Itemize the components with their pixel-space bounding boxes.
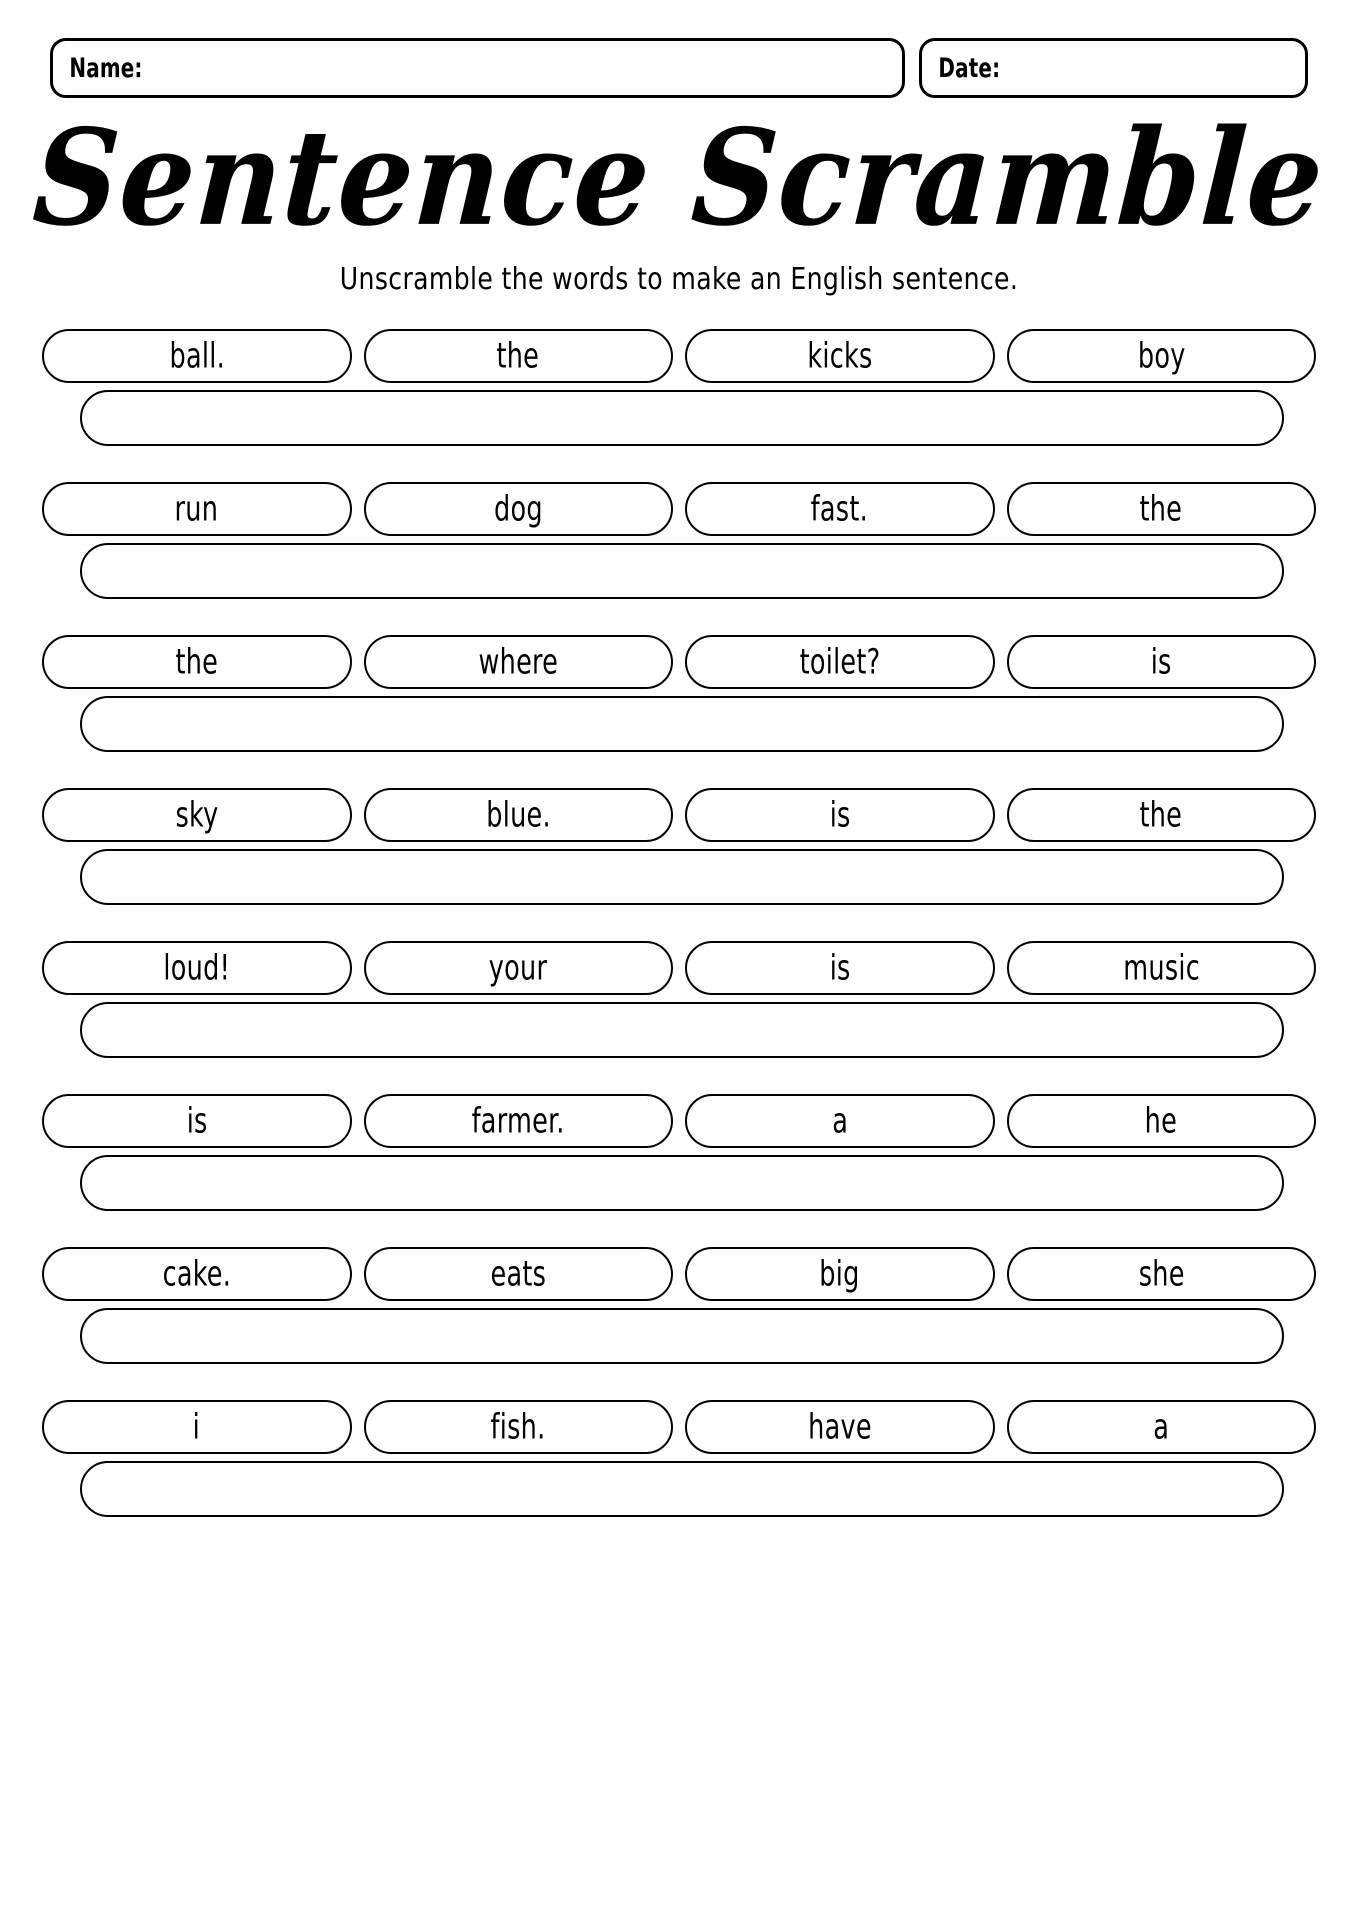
question-block [42, 635, 1316, 752]
word-pill[interactable] [42, 329, 352, 383]
word-pill[interactable] [364, 1247, 674, 1301]
word-label: a [1153, 1406, 1170, 1448]
answer-input[interactable] [80, 1461, 1284, 1517]
word-pill[interactable] [42, 635, 352, 689]
answer-row [42, 849, 1316, 905]
word-bank-row [42, 329, 1316, 383]
answer-input[interactable] [80, 1155, 1284, 1211]
date-field[interactable] [919, 38, 1308, 98]
answer-row [42, 1308, 1316, 1364]
word-pill[interactable] [364, 329, 674, 383]
question-block [42, 329, 1316, 446]
word-label: the [1139, 488, 1183, 530]
word-pill[interactable] [1007, 635, 1317, 689]
word-pill[interactable] [1007, 1247, 1317, 1301]
word-label: she [1138, 1253, 1185, 1295]
answer-input[interactable] [80, 696, 1284, 752]
word-pill[interactable] [685, 1094, 995, 1148]
word-label: where [478, 641, 559, 683]
question-block [42, 1247, 1316, 1364]
word-pill[interactable] [42, 1247, 352, 1301]
word-pill[interactable] [685, 329, 995, 383]
word-label: i [193, 1406, 201, 1448]
word-label: fast. [811, 488, 869, 530]
word-label: is [186, 1100, 208, 1142]
word-pill[interactable] [364, 1400, 674, 1454]
word-label: the [496, 335, 540, 377]
word-pill[interactable] [685, 482, 995, 536]
word-label: kicks [807, 335, 873, 377]
question-list [0, 329, 1358, 1517]
word-label: big [819, 1253, 860, 1295]
answer-input[interactable] [80, 543, 1284, 599]
name-field[interactable] [50, 38, 905, 98]
word-label: cake. [162, 1253, 232, 1295]
answer-row [42, 1155, 1316, 1211]
word-pill[interactable] [1007, 1094, 1317, 1148]
word-pill[interactable] [1007, 941, 1317, 995]
word-pill[interactable] [685, 788, 995, 842]
word-label: music [1122, 947, 1200, 989]
word-label: your [489, 947, 548, 989]
answer-input[interactable] [80, 1308, 1284, 1364]
answer-input[interactable] [80, 849, 1284, 905]
answer-row [42, 1002, 1316, 1058]
word-label: run [174, 488, 219, 530]
question-block [42, 1400, 1316, 1517]
word-pill[interactable] [685, 1247, 995, 1301]
word-label: fish. [490, 1406, 546, 1448]
answer-row [42, 390, 1316, 446]
word-label: a [831, 1100, 848, 1142]
word-label: sky [175, 794, 219, 836]
word-bank-row [42, 941, 1316, 995]
word-label: farmer. [471, 1100, 565, 1142]
question-block [42, 941, 1316, 1058]
answer-input[interactable] [80, 390, 1284, 446]
answer-row [42, 1461, 1316, 1517]
word-label: is [829, 794, 851, 836]
word-pill[interactable] [364, 482, 674, 536]
word-label: the [1139, 794, 1183, 836]
answer-input[interactable] [80, 1002, 1284, 1058]
word-label: toilet? [799, 641, 881, 683]
word-pill[interactable] [1007, 788, 1317, 842]
question-block [42, 482, 1316, 599]
word-pill[interactable] [1007, 482, 1317, 536]
word-pill[interactable] [1007, 1400, 1317, 1454]
word-label: eats [490, 1253, 547, 1295]
word-pill[interactable] [364, 941, 674, 995]
word-bank-row [42, 1094, 1316, 1148]
word-pill[interactable] [685, 1400, 995, 1454]
question-block [42, 1094, 1316, 1211]
name-label: Name: [69, 52, 143, 84]
word-pill[interactable] [685, 941, 995, 995]
word-label: boy [1137, 335, 1186, 377]
word-label: have [807, 1406, 872, 1448]
page-subtitle: Unscramble the words to make an English sentence. [339, 261, 1019, 297]
word-pill[interactable] [364, 1094, 674, 1148]
word-label: is [1150, 641, 1172, 683]
word-pill[interactable] [42, 941, 352, 995]
word-label: loud! [163, 947, 231, 989]
word-label: the [175, 641, 219, 683]
word-label: he [1145, 1100, 1178, 1142]
word-bank-row [42, 1400, 1316, 1454]
word-bank-row [42, 1247, 1316, 1301]
word-pill[interactable] [42, 788, 352, 842]
word-pill[interactable] [685, 635, 995, 689]
word-pill[interactable] [1007, 329, 1317, 383]
word-pill[interactable] [364, 635, 674, 689]
title-block [0, 99, 1358, 297]
answer-row [42, 543, 1316, 599]
word-pill[interactable] [42, 1400, 352, 1454]
word-label: ball. [169, 335, 225, 377]
date-label: Date: [938, 52, 1001, 84]
word-label: is [829, 947, 851, 989]
worksheet-header [0, 0, 1358, 98]
word-bank-row [42, 635, 1316, 689]
word-label: dog [493, 488, 543, 530]
answer-row [42, 696, 1316, 752]
page-title: Sentence Scramble [29, 99, 1329, 256]
word-label: blue. [485, 794, 551, 836]
word-bank-row [42, 482, 1316, 536]
word-pill[interactable] [42, 1094, 352, 1148]
word-bank-row [42, 788, 1316, 842]
question-block [42, 788, 1316, 905]
word-pill[interactable] [364, 788, 674, 842]
word-pill[interactable] [42, 482, 352, 536]
